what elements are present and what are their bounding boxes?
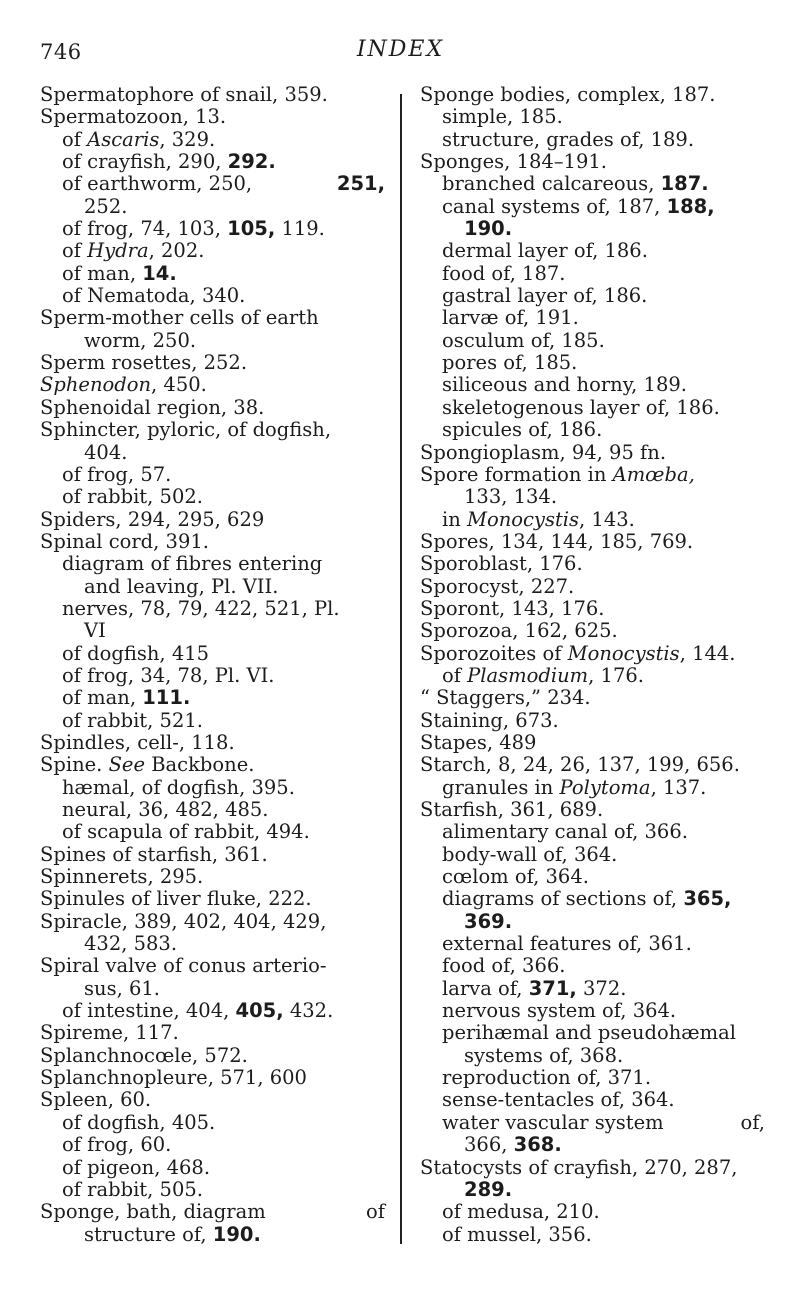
index-text: worm, 250. (84, 328, 197, 352)
index-text: simple, 185. (442, 105, 563, 129)
index-text: Sperm rosettes, 252. (40, 351, 248, 375)
index-text: Spinules of liver fluke, 222. (40, 887, 312, 911)
index-text: , 137. (650, 775, 707, 799)
index-text: , 176. (588, 663, 644, 687)
index-text: Starfish, 361, 689. (420, 798, 604, 821)
index-text: 190. (464, 217, 513, 241)
index-text: of man, (62, 686, 143, 710)
index-text: external features of, 361. (442, 932, 692, 956)
index-subentry (420, 1089, 765, 1111)
index-text: of rabbit, 505. (62, 1177, 203, 1201)
index-subentry (420, 933, 765, 955)
index-subentry (420, 307, 765, 329)
index-text: osculum of, 185. (442, 328, 605, 352)
index-entry (420, 754, 765, 776)
index-text: diagram of fibres entering (62, 552, 323, 576)
index-text: Splanchnopleure, 571, 600 (40, 1066, 307, 1090)
index-text: Statocysts of crayfish, 270, 287, (420, 1155, 738, 1179)
index-entry (40, 106, 385, 128)
index-subentry (40, 1000, 385, 1022)
index-text: “ Staggers,” 234. (420, 686, 591, 710)
index-text: dermal layer of, 186. (442, 239, 648, 263)
index-text: Spiracle, 389, 402, 404, 429, (40, 909, 327, 933)
index-text: Spinnerets, 295. (40, 865, 204, 889)
index-subentry (420, 1179, 765, 1201)
index-subentry (420, 173, 765, 195)
index-text: , 202. (148, 239, 205, 263)
index-text: Monocystis (467, 507, 580, 531)
index-subentry (40, 553, 385, 575)
index-text: 251, (336, 172, 385, 196)
index-subentry (40, 576, 385, 598)
index-text: 432. (283, 999, 334, 1023)
index-entry (420, 531, 765, 553)
index-subentry (420, 352, 765, 374)
index-subentry (40, 598, 385, 620)
index-text: , 450. (151, 373, 207, 397)
index-subentry (420, 419, 765, 441)
index-entry (40, 955, 385, 977)
index-entry (420, 464, 765, 486)
index-subentry (40, 151, 385, 173)
index-text: Spindles, cell-, 118. (40, 730, 235, 754)
index-text: perihæmal and pseudohæmal (442, 1021, 736, 1045)
index-subentry (40, 486, 385, 508)
index-text: of earthworm, 250, (62, 172, 253, 196)
index-text: nervous system of, 364. (442, 999, 677, 1023)
index-text: Sporoblast, 176. (420, 552, 583, 576)
index-subentry (40, 442, 385, 464)
index-text: sus, 61. (84, 976, 160, 1000)
index-text: reproduction of, 371. (442, 1066, 652, 1090)
index-text: food of, 366. (442, 954, 566, 978)
index-text: Spleen, 60. (40, 1088, 152, 1112)
index-subentry (40, 1179, 385, 1201)
index-text: of scapula of rabbit, 494. (62, 820, 310, 844)
index-text: siliceous and horny, 189. (442, 373, 687, 397)
index-text: food of, 187. (442, 261, 566, 285)
index-entry (420, 799, 765, 821)
index-text: nerves, 78, 79, 422, 521, Pl. (62, 596, 340, 620)
index-subentry (420, 374, 765, 396)
index-text: of frog, 34, 78, Pl. VI. (62, 663, 275, 687)
index-column-left (40, 84, 385, 1246)
index-text: water vascular system (442, 1110, 664, 1134)
index-entry (420, 84, 765, 106)
index-text: Backbone. (145, 753, 255, 777)
index-text: larva of, (442, 976, 529, 1000)
index-text: Sphenoidal region, 38. (40, 395, 265, 419)
index-text: 190. (212, 1222, 261, 1246)
index-subentry (40, 1134, 385, 1156)
index-text: Amœba, (612, 462, 695, 486)
index-text: , 329. (159, 127, 216, 151)
index-text: Sperm-mother cells of earth (40, 306, 319, 330)
index-text: sense-tentacles of, 364. (442, 1088, 675, 1112)
index-subentry (420, 1112, 765, 1134)
index-entry (40, 509, 385, 531)
index-subentry (40, 643, 385, 665)
index-text: structure of, (84, 1222, 213, 1246)
index-entry (420, 1157, 765, 1179)
index-text: cœlom of, 364. (442, 865, 589, 889)
index-subentry (40, 1157, 385, 1179)
index-text: Sphenodon (40, 373, 152, 397)
index-text: Spongioplasm, 94, 95 fn. (420, 440, 667, 464)
index-entry (40, 1045, 385, 1067)
index-text: Spores, 134, 144, 185, 769. (420, 529, 694, 553)
index-text: of rabbit, 502. (62, 485, 203, 509)
index-text: 119. (275, 217, 325, 241)
index-text: Plasmodium (467, 663, 589, 687)
index-subentry (40, 285, 385, 307)
index-text: Stapes, 489 (420, 730, 537, 754)
index-subentry (420, 665, 765, 687)
index-text: 366, (464, 1133, 514, 1157)
index-text: in (442, 507, 467, 531)
running-header: INDEX (356, 37, 445, 62)
index-entry (40, 1022, 385, 1044)
index-subentry (420, 978, 765, 1000)
index-text: 369. (464, 909, 513, 933)
index-entry (420, 151, 765, 173)
index-text: of (442, 663, 468, 687)
index-entry (40, 1067, 385, 1089)
index-text: canal systems of, 187, (442, 194, 667, 218)
index-text: Starch, 8, 24, 26, 137, 199, 656. (420, 753, 740, 777)
index-entry (40, 397, 385, 419)
index-text: systems of, 368. (464, 1043, 624, 1067)
index-subentry (40, 129, 385, 151)
index-text: spicules of, 186. (442, 418, 603, 442)
index-subentry (40, 263, 385, 285)
index-subentry (40, 1224, 385, 1246)
index-text: structure, grades of, 189. (442, 127, 695, 151)
index-text: Monocystis (567, 641, 680, 665)
index-subentry (420, 196, 765, 218)
index-text: of frog, 74, 103, (62, 217, 228, 241)
index-entry (420, 643, 765, 665)
index-entry (420, 576, 765, 598)
index-subentry (420, 866, 765, 888)
index-text: of (366, 1200, 385, 1224)
index-entry (40, 888, 385, 910)
index-subentry (40, 240, 385, 262)
index-text: Sponge bodies, complex, 187. (420, 83, 716, 106)
index-text: VI (84, 619, 106, 643)
index-entry (420, 620, 765, 642)
index-text: 404. (84, 440, 128, 464)
index-subentry (420, 106, 765, 128)
index-text: Spiral valve of conus arterio- (40, 954, 327, 978)
index-text: Polytoma (559, 775, 651, 799)
index-subentry (40, 620, 385, 642)
index-subentry (420, 509, 765, 531)
index-text: Hydra (87, 239, 149, 263)
index-entry (40, 419, 385, 441)
index-subentry (420, 888, 765, 910)
index-entry (420, 710, 765, 732)
index-text: of mussel, 356. (442, 1222, 592, 1246)
index-text: pores of, 185. (442, 351, 578, 375)
index-column-right (420, 84, 765, 1246)
index-subentry (420, 129, 765, 151)
index-subentry (40, 933, 385, 955)
index-text: Ascaris (87, 127, 160, 151)
index-text: body-wall of, 364. (442, 842, 618, 866)
index-text: 14. (142, 261, 177, 285)
index-subentry (420, 911, 765, 933)
index-text: Spiders, 294, 295, 629 (40, 507, 265, 531)
index-text: diagrams of sections of, (442, 887, 684, 911)
index-text: 252. (84, 194, 128, 218)
index-entry (40, 1089, 385, 1111)
index-text: 111. (142, 686, 191, 710)
index-text: 187. (660, 172, 709, 196)
index-subentry (420, 1000, 765, 1022)
index-subentry (40, 196, 385, 218)
index-text: 432, 583. (84, 932, 178, 956)
index-subentry (420, 397, 765, 419)
index-text: Sphincter, pyloric, of dogfish, (40, 418, 332, 442)
index-text: larvæ of, 191. (442, 306, 579, 330)
index-text: Sporozoa, 162, 625. (420, 619, 618, 643)
index-text: branched calcareous, (442, 172, 661, 196)
index-subentry (420, 1201, 765, 1223)
index-subentry (420, 240, 765, 262)
index-text: 133, 134. (464, 485, 558, 509)
index-entry (420, 553, 765, 575)
index-entry (40, 531, 385, 553)
index-subentry (40, 1112, 385, 1134)
index-subentry (420, 821, 765, 843)
index-entry (40, 84, 385, 106)
index-text: 188, (666, 194, 715, 218)
index-subentry (40, 821, 385, 843)
index-subentry (420, 955, 765, 977)
index-text: Spermatozoon, 13. (40, 105, 227, 129)
index-text: Sporocyst, 227. (420, 574, 575, 598)
index-text: 365, (683, 887, 732, 911)
index-text: of crayfish, 290, (62, 150, 228, 174)
index-subentry (420, 1045, 765, 1067)
index-text: 405, (235, 999, 284, 1023)
index-subentry (40, 464, 385, 486)
index-entry (420, 598, 765, 620)
index-text: 371, (528, 976, 577, 1000)
index-entry (420, 442, 765, 464)
index-text: hæmal, of dogfish, 395. (62, 775, 295, 799)
index-text: of intestine, 404, (62, 999, 236, 1023)
index-entry (40, 352, 385, 374)
index-subentry (420, 263, 765, 285)
index-entry (40, 732, 385, 754)
index-subentry (40, 799, 385, 821)
index-text: 289. (464, 1177, 513, 1201)
index-text: 372. (576, 976, 627, 1000)
index-subentry (40, 710, 385, 732)
index-text: Spinal cord, 391. (40, 529, 209, 553)
index-text: Spermatophore of snail, 359. (40, 83, 328, 106)
index-text: Sporozoites of (420, 641, 568, 665)
index-text: , 143. (579, 507, 635, 531)
index-subentry (420, 1224, 765, 1246)
index-text: of dogfish, 415 (62, 641, 210, 665)
index-entry (40, 1201, 385, 1223)
index-entry (40, 754, 385, 776)
index-text: 368. (513, 1133, 562, 1157)
index-text: alimentary canal of, 366. (442, 820, 688, 844)
index-text: gastral layer of, 186. (442, 284, 648, 308)
index-subentry (40, 330, 385, 352)
index-text: 105, (227, 217, 276, 241)
index-text: of, (740, 1110, 765, 1134)
index-text: of man, (62, 261, 143, 285)
index-text: of medusa, 210. (442, 1200, 600, 1224)
index-text: of frog, 60. (62, 1133, 172, 1157)
index-text: Spore formation in (420, 462, 613, 486)
index-entry (40, 374, 385, 396)
index-subentry (420, 777, 765, 799)
index-subentry (40, 687, 385, 709)
index-text: of dogfish, 405. (62, 1110, 216, 1134)
index-entry (40, 844, 385, 866)
index-subentry (420, 330, 765, 352)
index-entry (420, 687, 765, 709)
index-entry (40, 307, 385, 329)
index-text: Staining, 673. (420, 708, 559, 732)
index-text: Spines of starfish, 361. (40, 842, 268, 866)
index-text: See (108, 753, 146, 777)
index-subentry (420, 1134, 765, 1156)
index-entry (420, 732, 765, 754)
index-text: Spireme, 117. (40, 1021, 179, 1045)
index-text: , 144. (679, 641, 736, 665)
index-subentry (40, 777, 385, 799)
index-text: of pigeon, 468. (62, 1155, 211, 1179)
index-entry (40, 911, 385, 933)
index-entry (40, 866, 385, 888)
index-text: Sponge, bath, diagram (40, 1200, 266, 1224)
index-text: granules in (442, 775, 560, 799)
page-number: 746 (40, 40, 82, 64)
index-text: skeletogenous layer of, 186. (442, 395, 720, 419)
index-text: of Nematoda, 340. (62, 284, 246, 308)
index-subentry (40, 978, 385, 1000)
index-text: Sporont, 143, 176. (420, 596, 605, 620)
index-text: Sponges, 184–191. (420, 150, 607, 174)
index-text: of (62, 127, 88, 151)
index-text: neural, 36, 482, 485. (62, 798, 269, 821)
index-subentry (40, 173, 385, 195)
index-text: Splanchnocœle, 572. (40, 1043, 248, 1067)
index-text: 292. (227, 150, 276, 174)
index-subentry (420, 1022, 765, 1044)
index-subentry (420, 285, 765, 307)
index-subentry (420, 218, 765, 240)
column-divider (400, 94, 402, 1244)
index-subentry (420, 1067, 765, 1089)
index-text: of (62, 239, 88, 263)
index-text: Spine. (40, 753, 109, 777)
index-subentry (420, 844, 765, 866)
index-text: of rabbit, 521. (62, 708, 203, 732)
index-text: and leaving, Pl. VII. (84, 574, 279, 598)
index-subentry (40, 218, 385, 240)
index-text: of frog, 57. (62, 462, 172, 486)
index-subentry (40, 665, 385, 687)
index-subentry (420, 486, 765, 508)
